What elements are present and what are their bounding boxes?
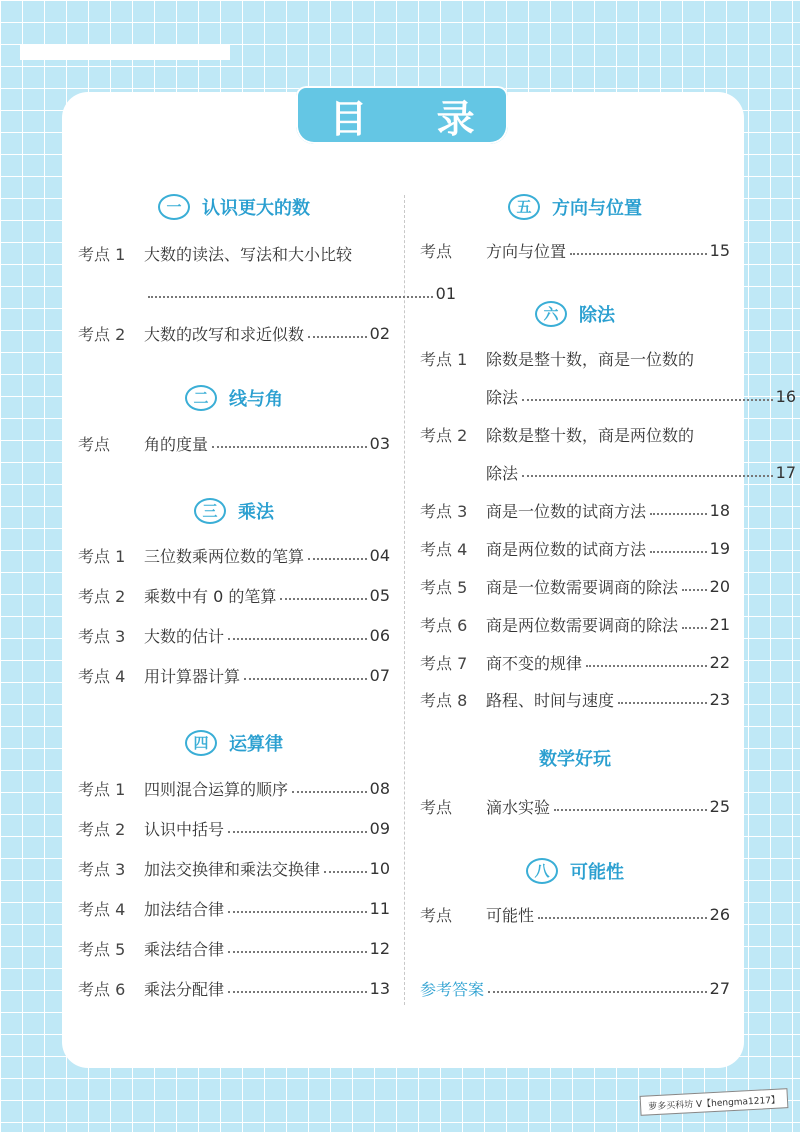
section-number-badge: 八 [526, 858, 558, 884]
entry-page: 04 [369, 545, 390, 565]
entry-page: 17 [775, 462, 796, 482]
entry-label: 考点 2 [78, 324, 126, 344]
toc-entry[interactable] [78, 240, 390, 266]
entry-name: 乘数中有 0 的笔算 [144, 586, 277, 606]
entry-name: 除数是整十数，商是一位数的 [486, 349, 695, 369]
section-number-badge: 五 [508, 194, 540, 220]
toc-entry[interactable] [420, 237, 730, 263]
leader-dots [682, 627, 707, 629]
toc-entry-continuation[interactable] [78, 280, 456, 306]
entry-page: 20 [709, 576, 730, 596]
section-header [78, 192, 390, 222]
entry-label: 考点 [420, 241, 453, 261]
entry-label: 考点 4 [78, 899, 126, 919]
leader-dots [650, 513, 707, 515]
section-number-badge: 一 [158, 194, 190, 220]
entry-page: 02 [369, 323, 390, 343]
toc-entry[interactable] [78, 320, 390, 346]
toc-entry[interactable] [78, 815, 390, 841]
leader-dots [308, 558, 367, 560]
entry-page: 05 [369, 585, 390, 605]
entry-label: 考点 1 [420, 349, 468, 369]
entry-label: 考点 2 [78, 819, 126, 839]
section-title: 方向与位置 [552, 198, 642, 219]
entry-label: 考点 6 [78, 979, 126, 999]
section-number-badge: 二 [185, 385, 217, 411]
toc-entry[interactable] [78, 775, 390, 801]
entry-name: 乘法分配律 [144, 979, 225, 999]
toc-entry[interactable] [78, 582, 390, 608]
page-title: 目 录 [329, 96, 503, 141]
entry-name: 三位数乘两位数的笔算 [144, 546, 305, 566]
toc-entry[interactable] [420, 497, 730, 523]
entry-page: 18 [709, 500, 730, 520]
toc-entry[interactable] [420, 535, 730, 561]
leader-dots [228, 831, 367, 833]
leader-dots [308, 336, 367, 338]
section-number-badge: 六 [535, 301, 567, 327]
answers-entry[interactable] [420, 975, 730, 1001]
toc-entry[interactable] [420, 793, 730, 819]
entry-label: 考点 3 [78, 859, 126, 879]
entry-name: 大数的估计 [144, 626, 225, 646]
leader-dots [244, 678, 367, 680]
entry-label: 考点 5 [420, 577, 468, 597]
leader-dots [228, 991, 367, 993]
section-title: 除法 [579, 305, 615, 326]
toc-entry[interactable] [78, 975, 390, 1001]
entry-page: 22 [709, 652, 730, 672]
entry-name: 大数的读法、写法和大小比较 [144, 244, 353, 264]
toc-entry[interactable] [420, 901, 730, 927]
section-title: 可能性 [570, 862, 624, 883]
column-divider [404, 195, 405, 1005]
entry-label: 考点 [420, 797, 453, 817]
leader-dots [650, 551, 707, 553]
entry-name: 角的度量 [144, 434, 209, 454]
section-title: 运算律 [229, 734, 283, 755]
entry-label: 考点 8 [420, 690, 468, 710]
toc-entry[interactable] [78, 895, 390, 921]
leader-dots [212, 446, 367, 448]
entry-page: 08 [369, 778, 390, 798]
entry-page: 12 [369, 938, 390, 958]
toc-entry[interactable] [78, 430, 390, 456]
toc-entry[interactable] [78, 935, 390, 961]
leader-dots [538, 917, 707, 919]
entry-name: 商不变的规律 [486, 653, 583, 673]
section-header [420, 856, 730, 886]
top-strip [20, 44, 230, 60]
toc-entry[interactable] [78, 542, 390, 568]
section-number-badge: 四 [185, 730, 217, 756]
entry-label: 考点 [420, 905, 453, 925]
entry-name: 除法 [486, 387, 519, 407]
entry-name: 加法交换律和乘法交换律 [144, 859, 321, 879]
entry-name: 四则混合运算的顺序 [144, 779, 289, 799]
toc-entry-continuation[interactable] [420, 383, 796, 409]
entry-page: 21 [709, 614, 730, 634]
entry-page: 16 [775, 386, 796, 406]
entry-name: 滴水实验 [486, 797, 551, 817]
entry-page: 13 [369, 978, 390, 998]
entry-page: 06 [369, 625, 390, 645]
entry-name: 商是一位数的试商方法 [486, 501, 647, 521]
entry-label: 考点 6 [420, 615, 468, 635]
entry-name: 商是一位数需要调商的除法 [486, 577, 679, 597]
section-header [78, 728, 390, 758]
leader-dots [228, 911, 367, 913]
entry-page: 27 [709, 978, 730, 998]
section-header [420, 192, 730, 222]
entry-name: 认识中括号 [144, 819, 225, 839]
entry-name: 除法 [486, 463, 519, 483]
section-number-badge: 三 [194, 498, 226, 524]
entry-page: 11 [369, 898, 390, 918]
leader-dots [228, 951, 367, 953]
leader-dots [324, 871, 367, 873]
entry-page: 07 [369, 665, 390, 685]
section-title: 认识更大的数 [202, 198, 310, 219]
toc-entry[interactable] [420, 421, 730, 447]
toc-entry[interactable] [78, 855, 390, 881]
toc-entry[interactable] [420, 345, 730, 371]
entry-label: 考点 1 [78, 546, 126, 566]
toc-entry[interactable] [420, 611, 730, 637]
entry-name: 路程、时间与速度 [486, 690, 615, 710]
leader-dots [586, 665, 707, 667]
toc-entry[interactable] [420, 649, 730, 675]
leader-dots [292, 791, 367, 793]
entry-page: 03 [369, 433, 390, 453]
entry-page: 01 [435, 283, 456, 303]
entry-label: 考点 7 [420, 653, 468, 673]
leader-dots [148, 296, 433, 298]
entry-page: 10 [369, 858, 390, 878]
leader-dots [280, 598, 366, 600]
entry-label: 考点 4 [78, 666, 126, 686]
leader-dots [228, 638, 367, 640]
toc-entry[interactable] [420, 686, 730, 712]
entry-label: 考点 2 [420, 425, 468, 445]
answers-label: 参考答案 [420, 979, 485, 999]
leader-dots [682, 589, 707, 591]
entry-page: 19 [709, 538, 730, 558]
section-header [78, 496, 390, 526]
entry-page: 15 [709, 240, 730, 260]
toc-entry[interactable] [78, 662, 390, 688]
entry-name: 加法结合律 [144, 899, 225, 919]
entry-name: 可能性 [486, 905, 535, 925]
entry-label: 考点 3 [78, 626, 126, 646]
entry-page: 26 [709, 904, 730, 924]
entry-page: 23 [709, 689, 730, 709]
section-title: 乘法 [238, 502, 274, 523]
leader-dots [554, 809, 707, 811]
entry-label: 考点 1 [78, 779, 126, 799]
section-header [420, 299, 730, 329]
entry-label: 考点 5 [78, 939, 126, 959]
section-header [78, 383, 390, 413]
entry-name: 方向与位置 [486, 241, 567, 261]
entry-name: 用计算器计算 [144, 666, 241, 686]
leader-dots [618, 702, 707, 704]
entry-label: 考点 2 [78, 586, 126, 606]
toc-entry[interactable] [78, 622, 390, 648]
entry-label: 考点 [78, 434, 111, 454]
section-title: 线与角 [229, 389, 283, 410]
leader-dots [570, 253, 707, 255]
title-tab [296, 86, 508, 144]
section-title: 数学好玩 [539, 749, 611, 770]
watermark-label: 萝多买科坊 V【hengma1217】 [640, 1088, 789, 1116]
entry-label: 考点 1 [78, 244, 126, 264]
entry-page: 09 [369, 818, 390, 838]
entry-name: 除数是整十数，商是两位数的 [486, 425, 695, 445]
toc-entry[interactable] [420, 573, 730, 599]
section-header [420, 743, 730, 773]
toc-entry-continuation[interactable] [420, 459, 796, 485]
entry-label: 考点 3 [420, 501, 468, 521]
entry-name: 大数的改写和求近似数 [144, 324, 305, 344]
entry-page: 25 [709, 796, 730, 816]
entry-label: 考点 4 [420, 539, 468, 559]
entry-name: 乘法结合律 [144, 939, 225, 959]
leader-dots [522, 399, 773, 401]
entry-name: 商是两位数的试商方法 [486, 539, 647, 559]
leader-dots [488, 991, 707, 993]
entry-name: 商是两位数需要调商的除法 [486, 615, 679, 635]
leader-dots [522, 475, 773, 477]
